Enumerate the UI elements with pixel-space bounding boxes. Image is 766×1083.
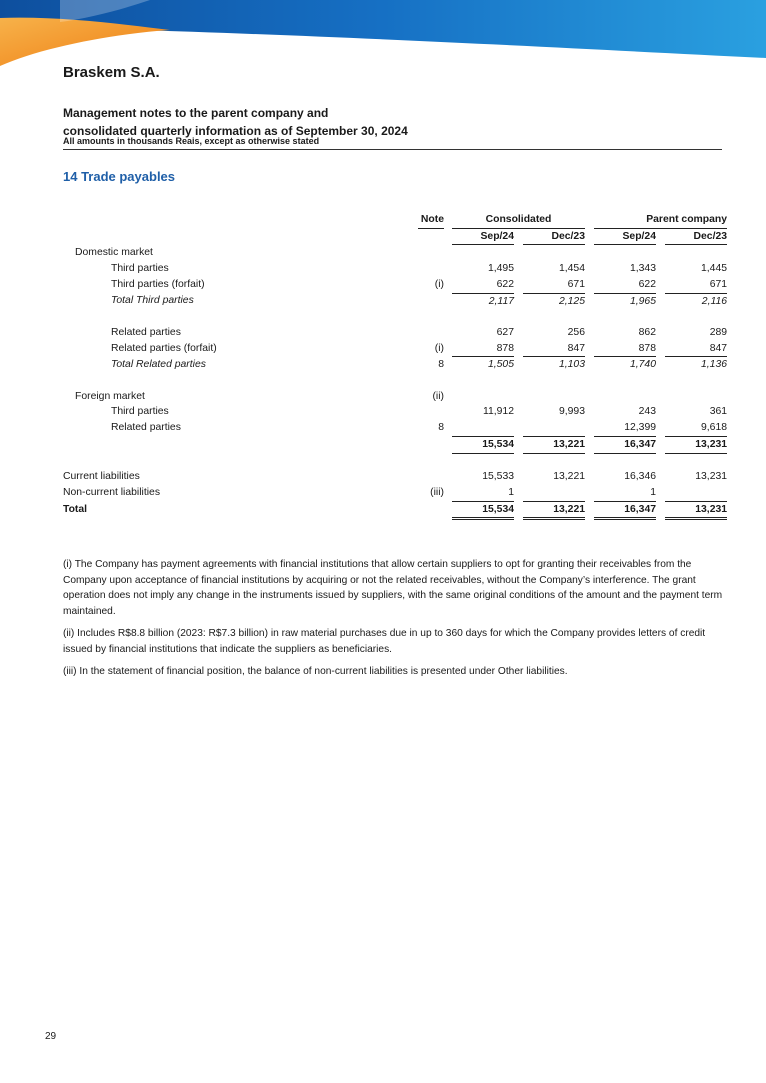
cell-value: 243 xyxy=(638,406,656,418)
company-name: Braskem S.A. xyxy=(63,64,160,81)
cell-value: 1,445 xyxy=(701,263,728,275)
cell-value: 13,231 xyxy=(665,501,727,519)
row-label: Third parties xyxy=(111,263,169,275)
cell-value: 1 xyxy=(594,485,656,501)
cell-value: 16,347 xyxy=(594,436,656,453)
row-label: Total Third parties xyxy=(111,295,194,307)
cell-value: 13,221 xyxy=(523,436,585,453)
cell-value: 878 xyxy=(594,341,656,357)
cell-value: 361 xyxy=(709,406,728,418)
cell-value: 2,117 xyxy=(488,295,514,307)
report-title xyxy=(63,104,408,140)
cell-value: 671 xyxy=(523,277,585,293)
cell-value: 13,221 xyxy=(553,471,585,483)
cell-value: 13,221 xyxy=(523,501,585,519)
table-row xyxy=(63,469,727,485)
table-row xyxy=(63,341,727,357)
cell-value: 1,343 xyxy=(629,263,656,275)
cell-value xyxy=(665,485,727,501)
amounts-note: All amounts in thousands Reais, except as otherwise stated xyxy=(63,136,320,146)
cell-value: 1,454 xyxy=(558,263,585,275)
table-row xyxy=(63,277,727,293)
row-label: Related parties (forfait) xyxy=(111,342,217,354)
row-label: Total Related parties xyxy=(111,359,206,371)
table-row-subtotal xyxy=(63,436,727,453)
row-note: 8 xyxy=(438,359,444,371)
footnote-i: (i) The Company has payment agreements with financial institutions that allow certain suppliers to opt for granting their receivables from the Company upon acceptance of financial institutions by acquiring or not the related receivables, without the Company’s interference. The grant operation does not imply any change in the instruments issued by suppliers, with the same original conditions of the amount and the payment term maintained. xyxy=(63,559,723,617)
cell-value: 1,103 xyxy=(558,359,585,371)
cell-value: 878 xyxy=(452,341,514,357)
cell-value: 1,505 xyxy=(487,359,514,371)
cell-value: 16,347 xyxy=(594,501,656,519)
table-row xyxy=(63,389,727,405)
row-label: Third parties xyxy=(111,406,169,418)
table-row-total xyxy=(63,501,727,519)
cell-value: 1 xyxy=(452,485,514,501)
row-label: Non-current liabilities xyxy=(63,487,161,499)
cell-value: 1,136 xyxy=(701,359,728,371)
row-note: (iii) xyxy=(430,487,444,499)
cell-value: 622 xyxy=(594,277,656,293)
cell-value xyxy=(452,420,514,436)
cell-value: 862 xyxy=(638,326,656,338)
row-note: (i) xyxy=(434,279,444,291)
period-header: Sep/24 xyxy=(452,228,514,245)
table-row xyxy=(63,485,727,501)
table-row xyxy=(63,245,727,261)
trade-payables-table xyxy=(63,212,727,520)
cell-value: 2,125 xyxy=(558,295,585,307)
table-row xyxy=(63,404,727,420)
cell-value: 2,116 xyxy=(701,295,728,307)
row-label: Domestic market xyxy=(75,247,153,259)
period-header: Dec/23 xyxy=(665,228,727,245)
table-row xyxy=(63,293,727,309)
row-label: Related parties xyxy=(111,326,181,338)
cell-value: 9,993 xyxy=(558,406,585,418)
period-header-row xyxy=(63,228,727,245)
parent-company-header: Parent company xyxy=(594,212,727,228)
table-row xyxy=(63,261,727,277)
cell-value: 847 xyxy=(665,341,727,357)
cell-value: 9,618 xyxy=(665,420,727,436)
table-row xyxy=(63,357,727,373)
report-title-line1: Management notes to the parent company and xyxy=(63,106,329,120)
row-label: Total xyxy=(63,504,88,516)
cell-value: 1,965 xyxy=(629,295,656,307)
table-row xyxy=(63,325,727,341)
cell-value: 15,533 xyxy=(482,471,514,483)
cell-value: 622 xyxy=(452,277,514,293)
header-banner xyxy=(0,0,766,70)
footnote-iii: (iii) In the statement of financial position, the balance of non-current liabilities is presented under Other liabilities. xyxy=(63,666,568,677)
cell-value: 627 xyxy=(496,326,514,338)
period-header: Sep/24 xyxy=(594,228,656,245)
cell-value xyxy=(523,420,585,436)
consolidated-header: Consolidated xyxy=(452,212,585,228)
row-label: Current liabilities xyxy=(63,471,140,483)
table-row xyxy=(63,420,727,436)
section-title: 14 Trade payables xyxy=(63,169,176,184)
cell-value: 847 xyxy=(523,341,585,357)
cell-value: 11,912 xyxy=(482,406,514,418)
row-note: (i) xyxy=(434,342,444,354)
cell-value: 256 xyxy=(567,326,585,338)
report-title-line2: consolidated quarterly information as of September 30, 2024 xyxy=(63,124,408,138)
cell-value: 1,495 xyxy=(487,263,514,275)
cell-value: 289 xyxy=(709,326,728,338)
footnote-ii: (ii) Includes R$8.8 billion (2023: R$7.3 billion) in raw material purchases due in up to 360 days for which the Company provides letters of credit issued by financial institutions that indicate the suppliers as beneficiaries. xyxy=(63,628,706,655)
table-header-row xyxy=(63,212,727,228)
row-label: Third parties (forfait) xyxy=(111,279,205,291)
row-note: (ii) xyxy=(432,390,444,402)
cell-value: 16,346 xyxy=(624,471,656,483)
page-number: 29 xyxy=(45,1031,57,1042)
row-label: Related parties xyxy=(111,422,181,434)
note-header: Note xyxy=(418,212,444,228)
cell-value: 15,534 xyxy=(452,501,514,519)
cell-value: 1,740 xyxy=(629,359,656,371)
period-header: Dec/23 xyxy=(523,228,585,245)
cell-value: 13,231 xyxy=(665,436,727,453)
cell-value: 671 xyxy=(665,277,727,293)
cell-value: 15,534 xyxy=(452,436,514,453)
cell-value: 13,231 xyxy=(695,471,728,483)
cell-value xyxy=(523,485,585,501)
row-note: 8 xyxy=(438,422,444,434)
header-divider xyxy=(63,149,722,150)
cell-value: 12,399 xyxy=(594,420,656,436)
row-label: Foreign market xyxy=(75,390,145,402)
